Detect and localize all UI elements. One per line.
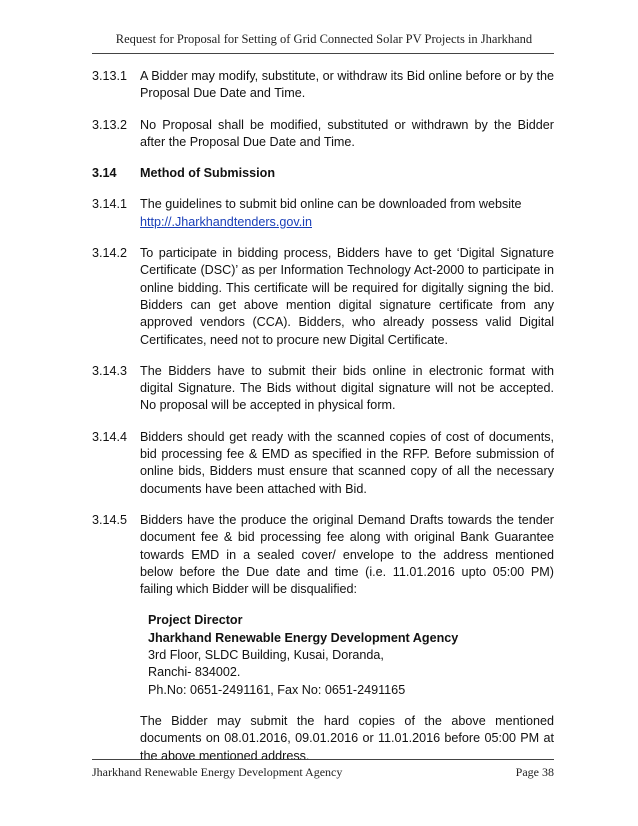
clause-number: 3.14.3 xyxy=(92,363,128,378)
clause-3-14-3 xyxy=(92,363,554,415)
page-footer xyxy=(92,765,554,780)
address-phone: Ph.No: 0651-2491161, Fax No: 0651-2491165 xyxy=(148,682,406,697)
clause-number: 3.14.4 xyxy=(92,429,128,444)
clause-text: Bidders should get ready with the scanned copies of cost of documents, bid processing fee & EMD as specified in the RFP. Before submission of online bids, Bidders must ensure that scanned copy of all the necessary documents have been attached with Bid. xyxy=(140,429,554,496)
clause-content xyxy=(140,512,554,765)
header-divider xyxy=(92,53,554,54)
clause-3-13-1 xyxy=(92,68,554,103)
clause-text: The Bidders have to submit their bids online in electronic format with digital Signature. The Bids without digital signature will not be accepted. No proposal will be accepted in physical form. xyxy=(140,363,554,413)
clause-text xyxy=(140,196,554,231)
page-number: Page 38 xyxy=(515,765,554,779)
clause-number: 3.14.2 xyxy=(92,246,128,261)
address-organization: Jharkhand Renewable Energy Development Agency xyxy=(148,630,459,645)
closing-text: The Bidder may submit the hard copies of the above mentioned documents on 08.01.2016, 09.01.2016 or 11.01.2016 before 05:00 PM at the above mentioned address. xyxy=(140,713,554,763)
clause-text: A Bidder may modify, substitute, or withdraw its Bid online before or by the Proposal Due Date and Time. xyxy=(140,69,554,101)
clause-text: No Proposal shall be modified, substituted or withdrawn by the Bidder after the Proposal Due Date and Time. xyxy=(140,117,554,149)
footer-agency: Jharkhand Renewable Energy Development Agency xyxy=(92,765,343,779)
clause-3-14-4 xyxy=(92,429,554,498)
clause-number: 3.14.5 xyxy=(92,512,128,527)
clause-text: To participate in bidding process, Bidders have to get ‘Digital Signature Certificate (DSC)’ as per Information Technology Act-2000 to participate in online bidding. This certificate will be required for digitally signing the bid. Bidders can get above mention digital signature certificate from any approved vendors (CCA). Bidders, who already possess valid Digital Certificates, need not to procure new Digital Certificate. xyxy=(140,246,554,347)
section-heading xyxy=(92,165,554,182)
section-number: 3.14 xyxy=(92,166,117,181)
clause-text-body: The guidelines to submit bid online can be downloaded from website xyxy=(140,197,522,212)
clause-number: 3.14.1 xyxy=(92,197,128,212)
address-street: 3rd Floor, SLDC Building, Kusai, Doranda, xyxy=(148,648,384,663)
address-block xyxy=(148,612,554,698)
section-title: Method of Submission xyxy=(140,166,276,181)
address-recipient: Project Director xyxy=(148,613,243,628)
address-city: Ranchi- 834002. xyxy=(148,665,241,680)
page-header: Request for Proposal for Setting of Grid Connected Solar PV Projects in Jharkhand xyxy=(115,32,533,46)
clause-3-13-2 xyxy=(92,117,554,152)
clause-number: 3.13.1 xyxy=(92,69,128,83)
footer-divider xyxy=(92,759,554,760)
clause-text: Bidders have the produce the original Demand Drafts towards the tender document fee & bid processing fee along with original Bank Guarantee towards EMD in a sealed cover/ envelope to the address mentioned below before the Due date and time (i.e. 11.01.2016 upto 05:00 PM) failing which Bidder will be disqualified: xyxy=(140,512,554,597)
clause-3-14-5 xyxy=(92,512,554,765)
document-body xyxy=(92,68,554,779)
clause-3-14-1 xyxy=(92,196,554,231)
website-link[interactable]: http://.Jharkhandtenders.gov.in xyxy=(140,214,312,229)
clause-3-14-2 xyxy=(92,245,554,349)
clause-number: 3.13.2 xyxy=(92,117,128,132)
